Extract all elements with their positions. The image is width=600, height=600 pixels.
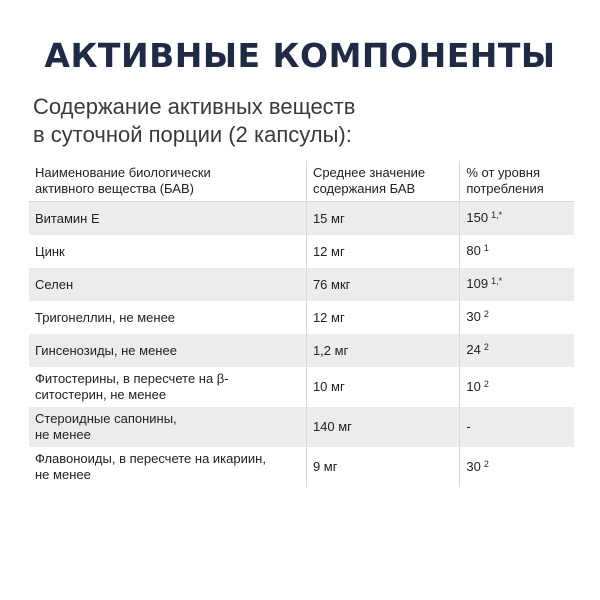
cell-percent-value: 109 [466, 276, 489, 291]
cell-amount: 76 мкг [306, 268, 459, 301]
header-amount [306, 161, 459, 202]
cell-footnote: 2 [483, 458, 489, 469]
cell-name [29, 334, 306, 367]
cell-percent-value: - [466, 418, 471, 434]
cell-amount: 1,2 мг [306, 334, 459, 367]
cell-footnote: 1,* [491, 210, 503, 220]
table-row [29, 334, 574, 367]
cell-percent [460, 407, 574, 447]
table-row [29, 202, 574, 236]
cell-name-text: Цинк [35, 243, 65, 259]
cell-percent-value: 80 [466, 243, 481, 258]
cell-amount: 12 мг [306, 301, 459, 334]
table-header-row [29, 161, 574, 202]
table-row [29, 235, 574, 268]
cell-name-text: Гинсенозиды, не менее [35, 342, 177, 358]
header-percent-line-1: % от уровня [466, 165, 540, 180]
header-name [29, 161, 306, 202]
header-name-line-1: Наименование биологически [35, 165, 211, 180]
cell-footnote: 2 [483, 378, 489, 389]
cell-footnote: 2 [483, 309, 489, 319]
cell-percent-value: 150 [466, 210, 489, 225]
cell-percent [460, 268, 574, 301]
cell-percent-value: 10 [466, 378, 481, 394]
cell-name-text: Витамин Е [35, 210, 100, 226]
cell-amount: 10 мг [306, 367, 459, 407]
cell-name [29, 235, 306, 268]
cell-percent [460, 367, 574, 407]
cell-percent [460, 235, 574, 268]
table-row [29, 447, 574, 487]
cell-name-text: Фитостерины, в пересчете на β- [35, 371, 229, 386]
cell-amount: 15 мг [306, 202, 459, 236]
cell-percent [460, 202, 574, 236]
subtitle-line-1: Содержание активных веществ [33, 94, 356, 119]
cell-percent-value: 30 [466, 309, 481, 324]
cell-name [29, 301, 306, 334]
header-percent [460, 161, 574, 202]
page-title: АКТИВНЫЕ КОМПОНЕНТЫ [44, 36, 556, 75]
cell-amount: 9 мг [306, 447, 459, 487]
cell-percent [460, 447, 574, 487]
header-name-line-2: активного вещества (БАВ) [35, 181, 194, 196]
cell-name-text: Стероидные сапонины, [35, 411, 177, 426]
cell-footnote: 1,* [491, 276, 503, 286]
table-row [29, 301, 574, 334]
cell-percent [460, 334, 574, 367]
cell-percent-value: 24 [466, 342, 481, 357]
header-percent-line-2: потребления [466, 181, 544, 196]
cell-name [29, 447, 306, 487]
cell-name-text: Флавоноиды, в пересчете на икариин, [35, 451, 266, 466]
table-row [29, 367, 574, 407]
cell-amount: 12 мг [306, 235, 459, 268]
cell-name-text: Селен [35, 276, 74, 292]
header-amount-line-1: Среднее значение [312, 165, 426, 180]
subtitle-line-2: в суточной порции (2 капсулы): [33, 122, 352, 147]
cell-percent-value: 30 [466, 458, 481, 474]
cell-amount: 140 мг [306, 407, 459, 447]
cell-name [29, 268, 306, 301]
cell-name [29, 367, 306, 407]
cell-footnote: 2 [483, 342, 489, 352]
cell-name-text: Тригонеллин, не менее [35, 309, 176, 325]
cell-percent [460, 301, 574, 334]
cell-name [29, 407, 306, 447]
header-amount-line-2: содержания БАВ [312, 181, 416, 196]
cell-name [29, 202, 306, 236]
table-row [29, 407, 574, 447]
table-row [29, 268, 574, 301]
subtitle [33, 93, 573, 149]
cell-footnote: 1 [483, 243, 489, 253]
cell-name-text-line-2: ситостерин, не менее [35, 387, 167, 402]
cell-name-text-line-2: не менее [35, 467, 91, 482]
cell-name-text-line-2: не менее [35, 427, 91, 442]
active-components-table [29, 161, 574, 487]
